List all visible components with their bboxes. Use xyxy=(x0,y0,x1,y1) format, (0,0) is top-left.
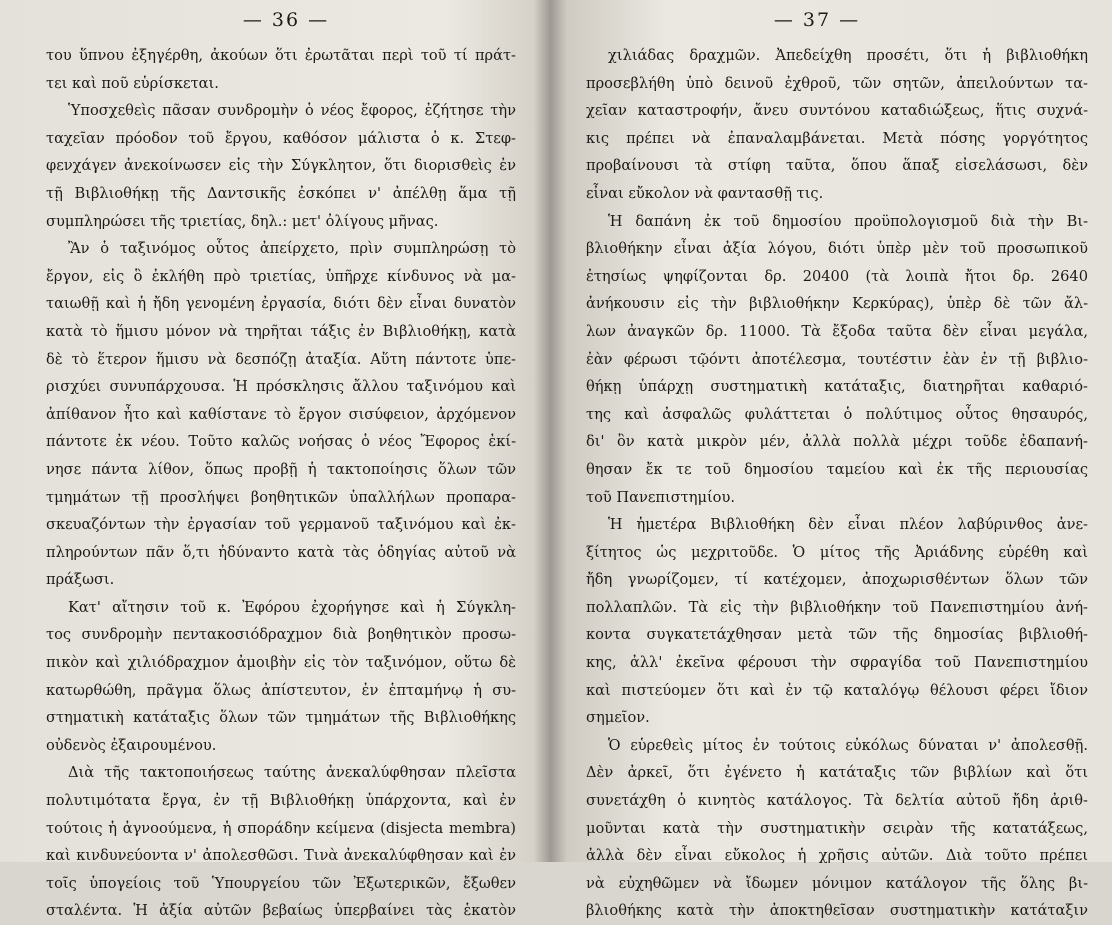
text-line: σκευαζόντων τὴν ἐργασίαν τοῦ γερμανοῦ ταξινόμου καὶ ἐκ- xyxy=(46,516,516,534)
text-line: ἐὰν φέρωσι τῷόντι ἀποτέλεσμα, τουτέστιν ἐὰν ἐν τῇ βιβλιο- xyxy=(586,350,1088,368)
text-line: Ὑποσχεθεὶς πᾶσαν συνδρομὴν ὁ νέος ἔφορος, ἐζήτησε τὴν xyxy=(68,102,516,120)
text-line: βλιοθήκης κατὰ τὴν ἀποκτηθεῖσαν συστηματικὴν κατάταξιν xyxy=(586,902,1088,920)
text-line: της καὶ ἀσφαλῶς φυλάττεται ὁ πολύτιμος οὗτος θησαυρός, xyxy=(586,405,1088,423)
text-line: φενχάγεν ἀνεκοίνωσεν εἰς τὴν Σύγκλητον, ὅτι διορισθεὶς ἐν xyxy=(46,157,516,175)
text-line: θήκῃ ὑπάρχῃ συστηματικὴ κατάταξις, διατηρῆται καθαριό- xyxy=(586,378,1088,396)
text-line: σταλέντα. Ἡ ἀξία αὐτῶν βεβαίως ὑπερβαίνει τὰς ἑκατὸν xyxy=(46,902,516,920)
text-line: προβαίνουσι τὰ στίφη ταῦτα, ὅπου ἅπαξ εἰσελάσωσι, δὲν xyxy=(586,157,1088,175)
text-line: του ὕπνου ἐξηγέρθη, ἀκούων ὅτι ἐρωτᾶται περὶ τοῦ τί πράτ- xyxy=(46,47,516,64)
text-line: πολλαπλῶν. Τὰ εἰς τὴν βιβλιοθήκην τοῦ Πανεπιστημίου ἀνή- xyxy=(586,598,1088,616)
left-page xyxy=(0,0,540,920)
text-line: στηματικὴ κατάταξις ὅλων τῶν τμημάτων τῆς Βιβλιοθήκης xyxy=(46,709,516,727)
page-number-left: — 36 — xyxy=(242,9,330,31)
text-line: Δὲν ἀρκεῖ, ὅτι ἐγένετο ἡ κατάταξις τῶν βιβλίων καὶ ὅτι xyxy=(586,764,1088,782)
text-line: Ἂν ὁ ταξινόμος οὗτος ἀπείρχετο, πρὶν συμπληρώσῃ τὸ xyxy=(68,240,516,258)
text-line: κατωρθώθη, πρᾶγμα ὅλως ἀπίστευτον, ἐν ἑπταμήνῳ ἡ συ- xyxy=(46,681,516,699)
right-page-text xyxy=(586,42,1088,925)
text-line: λων ἀναγκῶν δρ. 11000. Τὰ ἔξοδα ταῦτα δὲν εἶναι μεγάλα, xyxy=(586,322,1088,340)
text-line: προσεβλήθη ὑπὸ δεινοῦ ἐχθροῦ, τῶν σητῶν, ἀπειλούντων τα- xyxy=(586,74,1088,92)
text-line: καὶ πιστεύομεν ὅτι καὶ ἐν τῷ καταλόγῳ θέλουσι φέρει ἴδιον xyxy=(586,681,1088,699)
text-line: θησαν ἔκ τε τοῦ δημοσίου ταμείου καὶ ἐκ τῆς περιουσίας xyxy=(586,460,1088,478)
text-line: σημεῖον. xyxy=(586,709,650,727)
text-line: δι' ὃν κατὰ μικρὸν μέν, ἀλλὰ πολλὰ μέχρι τοῦδε ἐδαπανή- xyxy=(586,433,1088,451)
text-line: εἶναι εὔκολον νὰ φαντασθῇ τις. xyxy=(586,184,824,202)
text-line: νὰ εὐχηθῶμεν νὰ ἴδωμεν μόνιμον κατάλογον τῆς ὅλης βι- xyxy=(586,874,1088,892)
text-line: δὲ τὸ ἕτερον ἥμισυ νὰ δεσπόζῃ ἀταξία. Αὕτη πάντοτε ὑπε- xyxy=(46,350,516,368)
text-line: Ἡ δαπάνη ἐκ τοῦ δημοσίου προϋπολογισμοῦ διὰ τὴν Βι- xyxy=(608,212,1088,230)
text-line: Ὁ εὑρεθεὶς μίτος ἐν τούτοις εὐκόλως δύναται ν' ἀπολεσθῇ. xyxy=(608,736,1088,754)
text-line: Κατ' αἴτησιν τοῦ κ. Ἐφόρου ἐχορήγησε καὶ ἡ Σύγκλη- xyxy=(68,598,516,616)
text-line: ἐτησίως ψηφίζονται δρ. 20400 (τὰ λοιπὰ ἤτοι δρ. 2640 xyxy=(586,267,1088,285)
text-line: τοῦ Πανεπιστημίου. xyxy=(586,488,735,506)
text-line: ταιωθῇ καὶ ἡ ἤδη γενομένη ἐργασία, διότι δὲν εἶναι δυνατὸν xyxy=(46,295,516,313)
text-line: ξίτητος ὡς μεχριτοῦδε. Ὁ μίτος τῆς Ἀριάδνης εὑρέθη καὶ xyxy=(586,543,1088,561)
text-line: τῇ Βιβλιοθήκῃ τῆς Δαντσικῆς ἐσκόπει ν' ἀπέλθῃ ἅμα τῇ xyxy=(46,184,516,202)
text-line: μοῦνται κατὰ τὴν συστηματικὴν σειρὰν τῆς κατατάξεως, xyxy=(586,819,1088,837)
right-page xyxy=(548,0,1112,920)
text-line: ταχεῖαν πρόοδον τοῦ ἔργου, καθόσον μάλιστα ὁ κ. Στεφ- xyxy=(46,129,516,147)
text-line: ἀνήκουσιν εἰς τὴν βιβλιοθήκην Κερκύρας), ὑπὲρ δὲ τῶν ἄλ- xyxy=(586,295,1088,313)
text-line: κης, ἀλλ' ἐκεῖνα φέρουσι τὴν σφραγίδα τοῦ Πανεπιστημίου xyxy=(586,654,1088,672)
text-line: πολυτιμότατα ἔργα, ἐν τῇ Βιβλιοθήκῃ ὑπάρχοντα, καὶ ἐν xyxy=(46,792,516,810)
text-line: χιλιάδας δραχμῶν. Ἀπεδείχθη προσέτι, ὅτι ἡ βιβλιοθήκη xyxy=(608,47,1088,64)
text-line: συνετάχθη ὁ κινητὸς κατάλογος. Τὰ δελτία αὐτοῦ ἤδη ἀριθ- xyxy=(586,792,1088,810)
text-line: τμημάτων τῇ προσλήψει βοηθητικῶν ὑπαλλήλων προπαρα- xyxy=(46,488,516,506)
text-line: ἤδη γνωρίζομεν, τί κατέχομεν, ἀποχωρισθέντων ὅλων τῶν xyxy=(586,571,1088,589)
text-line: συμπληρώσει τῆς τριετίας, δηλ.: μετ' ὀλίγους μῆνας. xyxy=(46,212,439,230)
text-line: τούτοις ἡ ἀγνοούμενα, ἡ σποράδην κείμενα (disjecta membra) xyxy=(46,819,516,837)
text-line: Διὰ τῆς τακτοποιήσεως ταύτης ἀνεκαλύφθησαν πλεῖστα xyxy=(68,764,516,782)
page-number-right: — 37 — xyxy=(773,9,861,31)
text-line: τος συνδρομὴν πεντακοσιόδραχμον διὰ βοηθητικὸν προσω- xyxy=(46,626,516,644)
text-line: ἀπίθανον ἦτο καὶ καθίστανε τὸ ἔργον σισύφειον, ἀρχόμενον xyxy=(46,405,516,423)
text-line: τοῖς ὑπογείοις τοῦ Ὑπουργείου τῶν Ἐξωτερικῶν, ἔξωθεν xyxy=(46,874,516,892)
text-line: ρισχύει συνυπάρχουσα. Ἡ πρόσκλησις ἄλλου ταξινόμου καὶ xyxy=(46,378,516,396)
text-line: πληρούντων πᾶν ὅ,τι ἠδύναντο κατὰ τὰς ὁδηγίας αὐτοῦ νὰ xyxy=(46,543,516,561)
text-line: πράξωσι. xyxy=(46,571,115,589)
text-line: κατὰ τὸ ἥμισυ μόνον νὰ τηρῆται τάξις ἐν Βιβλιοθήκῃ, κατὰ xyxy=(46,322,516,340)
text-line: τει καὶ ποῦ εὑρίσκεται. xyxy=(46,74,219,92)
text-line: νησε πάντα λίθον, ὅπως προβῇ ἡ τακτοποίησις ὅλων τῶν xyxy=(46,460,516,478)
text-line: χεῖαν καταστροφήν, ἄνευ συντόνου καταδιώξεως, ἥτις συχνά- xyxy=(586,102,1088,120)
text-line: κοντα συγκατετάχθησαν μετὰ τῶν τῆς δημοσίας βιβλιοθή- xyxy=(586,626,1088,644)
text-line: πικὸν καὶ χιλιόδραχμον ἀμοιβὴν εἰς τὸν ταξινόμον, οὕτω δὲ xyxy=(46,654,516,672)
text-line: βλιοθήκην εἶναι ἀξία λόγου, διότι ὑπὲρ μὲν τοῦ προσωπικοῦ xyxy=(586,240,1088,258)
text-line: καὶ κινδυνεύοντα ν' ἀπολεσθῶσι. Τινὰ ἀνεκαλύφθησαν καὶ ἐν xyxy=(46,847,516,865)
text-line: Ἡ ἡμετέρα Βιβλιοθήκη δὲν εἶναι πλέον λαβύρινθος ἀνε- xyxy=(608,516,1088,534)
text-line: ἔργον, εἰς ὃ ἐκλήθη πρὸ τριετίας, ὑπῆρχε κίνδυνος νὰ μα- xyxy=(46,267,516,285)
left-page-text xyxy=(46,42,516,925)
text-line: πάντοτε ἐκ νέου. Τοῦτο καλῶς νοήσας ὁ νέος Ἔφορος ἐκί- xyxy=(46,433,516,451)
text-line: κις πρέπει νὰ ἐπαναλαμβάνεται. Μετὰ πόσης γοργότητος xyxy=(586,129,1088,147)
text-line: ἀλλὰ δὲν εἶναι εὔκολος ἡ χρῆσις αὐτῶν. Διὰ τοῦτο πρέπει xyxy=(586,847,1088,865)
text-line: οὐδενὸς ἐξαιρουμένου. xyxy=(46,736,217,754)
